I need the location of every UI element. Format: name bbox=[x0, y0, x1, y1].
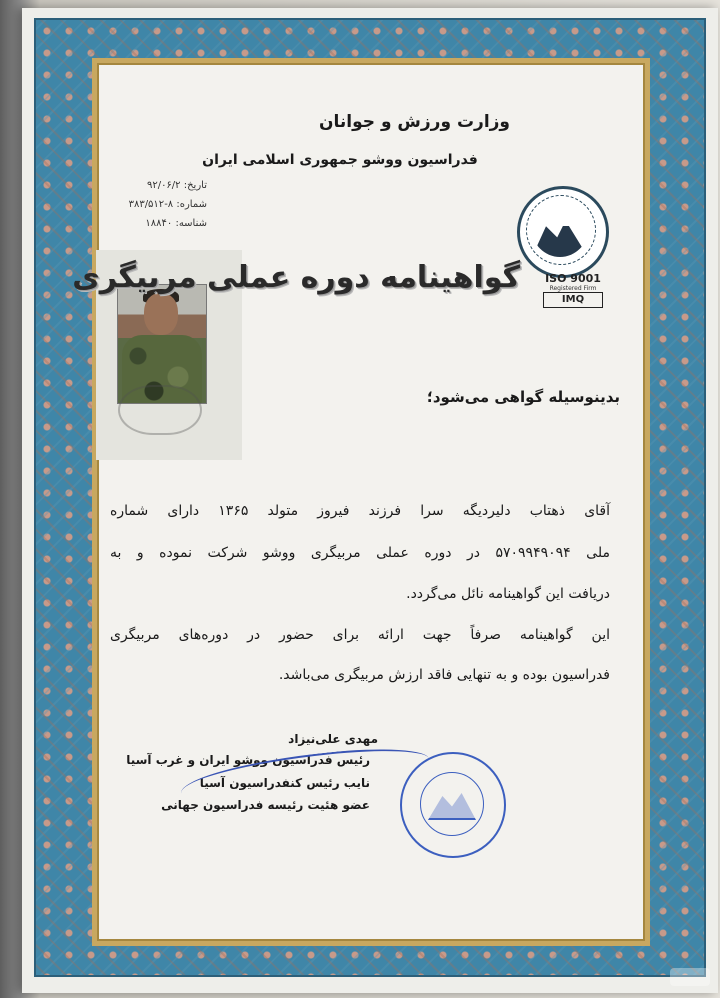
federation-logo bbox=[517, 186, 609, 278]
body-line-5: فدراسیون بوده و به تنهایی فاقد ارزش مربیگری می‌باشد. bbox=[278, 667, 610, 683]
signatory-role-2: نایب رئیس کنفدراسیون آسیا bbox=[199, 776, 370, 790]
signatory-name: مهدی علی‌نیزاد bbox=[288, 732, 378, 746]
official-stamp bbox=[400, 752, 506, 858]
certificate-title: گواهینامه دوره عملی مربیگری bbox=[72, 260, 520, 295]
number-label: شماره: ۸-۳۸۳/۵۱۲ bbox=[128, 199, 207, 210]
iso-sub-label: Registered Firm bbox=[549, 285, 597, 292]
corner-watermark bbox=[670, 968, 710, 986]
date-label: تاریخ: ۹۲/۰۶/۲ bbox=[146, 180, 207, 191]
stamp-inner-ring bbox=[420, 772, 484, 836]
body-line-3: دریافت این گواهینامه نائل می‌گردد. bbox=[406, 586, 610, 602]
body-line-4: این گواهینامه صرفاً جهت ارائه برای حضور در دوره‌های مربیگری bbox=[110, 627, 610, 643]
certification-intro: بدینوسیله گواهی می‌شود؛ bbox=[426, 388, 620, 406]
body-line-1: آقای ذهتاب دلیردیگه سرا فرزند فیروز متولد ۱۳۶۵ دارای شماره bbox=[110, 503, 611, 519]
photo-face bbox=[144, 293, 178, 335]
body-line-2: ملی ۵۷۰۹۹۴۹۰۹۴ در دوره عملی مربیگری ووشو شرکت نموده و به bbox=[110, 545, 610, 561]
iso-label: ISO 9001 bbox=[545, 272, 601, 285]
federation-title: فدراسیون ووشو جمهوری اسلامی ایران bbox=[202, 152, 478, 168]
signatory-role-3: عضو هئیت رئیسه فدراسیون جهانی bbox=[161, 798, 370, 812]
ministry-title: وزارت ورزش و جوانان bbox=[319, 112, 510, 132]
signatory-role-1: رئیس فدراسیون ووشو ایران و غرب آسیا bbox=[126, 753, 370, 767]
id-label: شناسه: ۱۸۸۴۰ bbox=[145, 218, 207, 229]
imq-badge: IMQ bbox=[543, 292, 603, 308]
photo-seal bbox=[118, 385, 202, 435]
